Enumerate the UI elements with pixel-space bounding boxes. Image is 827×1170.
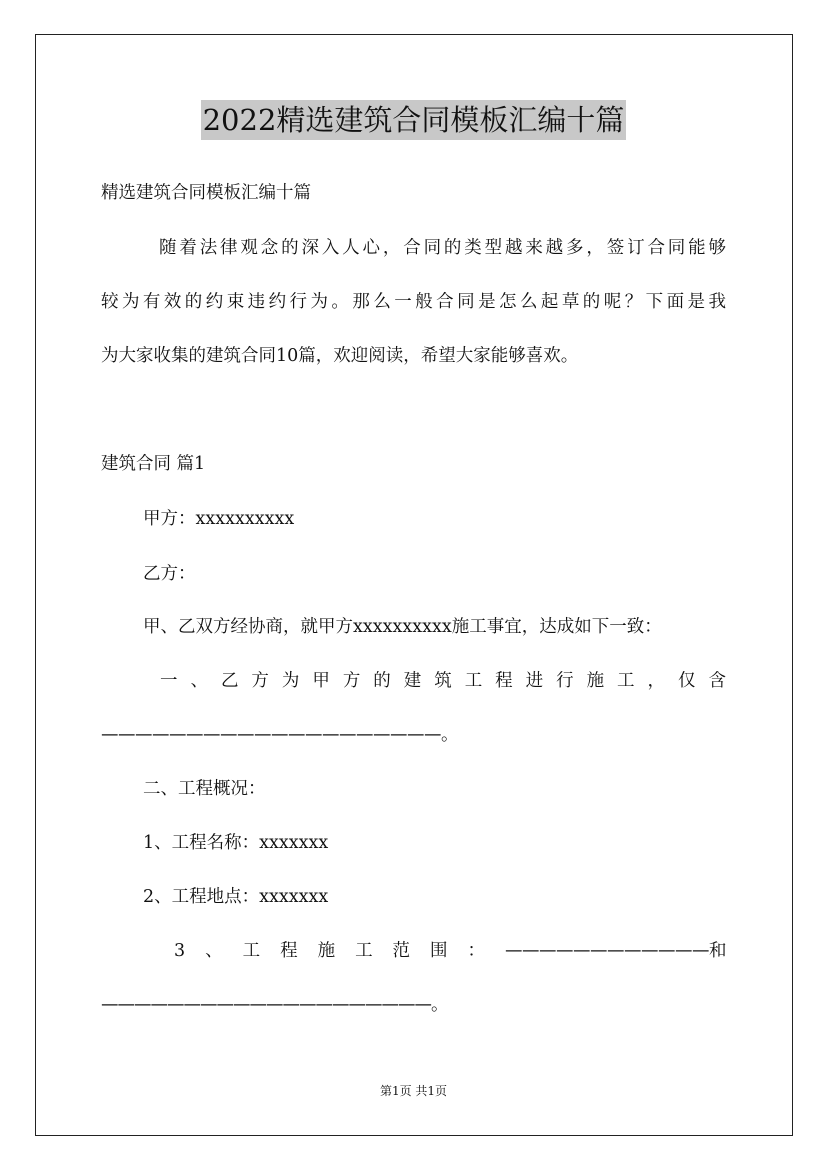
- item-3-char: 工: [355, 941, 373, 961]
- item-3-blank: ————————————和: [505, 941, 726, 961]
- clause-1-char: 方: [251, 671, 269, 691]
- clause-1-line-2: ————————————————————。: [101, 725, 458, 745]
- intro-line-1: 随着法律观念的深入人心，合同的类型越来越多，签订合同能够: [159, 238, 726, 258]
- item-3-line-2: ————————————————————。: [101, 995, 448, 1015]
- item-3-char: 、: [205, 941, 223, 961]
- item-2: 2、工程地点：xxxxxxx: [143, 887, 329, 907]
- page-footer: 第1页 共1页: [379, 1084, 448, 1098]
- clause-1-char: 施: [586, 671, 605, 691]
- clause-1-char: ，: [647, 671, 665, 691]
- item-3-char: 工: [242, 941, 261, 961]
- clause-1-char: 含: [708, 671, 726, 691]
- clause-1-char: 仅: [677, 671, 696, 691]
- clause-1-char: 、: [190, 671, 208, 691]
- clause-1-char: 方: [342, 671, 361, 691]
- party-a: 甲方：xxxxxxxxxx: [143, 509, 295, 529]
- clause-1-char: 为: [281, 671, 300, 691]
- clause-1-char: 筑: [434, 671, 452, 691]
- item-3-char: ：: [467, 941, 486, 961]
- item-3-char: 范: [392, 941, 411, 961]
- clause-1-char: 行: [556, 671, 574, 691]
- item-3-char: 围: [430, 941, 448, 961]
- section-heading: 建筑合同 篇1: [101, 454, 206, 474]
- clause-1-char: 工: [617, 671, 635, 691]
- clause-1-char: 建: [403, 671, 422, 691]
- item-3-line-1: [174, 939, 726, 963]
- clause-1-char: 进: [525, 671, 544, 691]
- clause-1-line-1: [160, 669, 726, 693]
- intro-line-3: 为大家收集的建筑合同10篇，欢迎阅读，希望大家能够喜欢。: [101, 346, 579, 366]
- intro-line-2: 较为有效的约束违约行为。那么一般合同是怎么起草的呢？下面是我: [101, 292, 726, 312]
- agreement-text: 甲、乙双方经协商，就甲方xxxxxxxxxx施工事宜，达成如下一致：: [143, 617, 662, 637]
- item-3-char: 程: [280, 941, 298, 961]
- document-subtitle: 精选建筑合同模板汇编十篇: [101, 183, 311, 203]
- item-3-char: 施: [317, 941, 336, 961]
- clause-1-char: 程: [495, 671, 513, 691]
- clause-1-char: 甲: [312, 671, 330, 691]
- document-title: 2022精选建筑合同模板汇编十篇: [201, 100, 627, 140]
- clause-2-heading: 二、工程概况：: [143, 779, 266, 799]
- item-3-char: 3: [174, 941, 186, 961]
- title-wrap: [0, 100, 827, 140]
- item-1: 1、工程名称：xxxxxxx: [143, 833, 329, 853]
- party-b: 乙方：: [143, 564, 196, 584]
- clause-1-char: 一: [160, 671, 178, 691]
- clause-1-char: 的: [373, 671, 391, 691]
- clause-1-char: 工: [464, 671, 483, 691]
- clause-1-char: 乙: [220, 671, 239, 691]
